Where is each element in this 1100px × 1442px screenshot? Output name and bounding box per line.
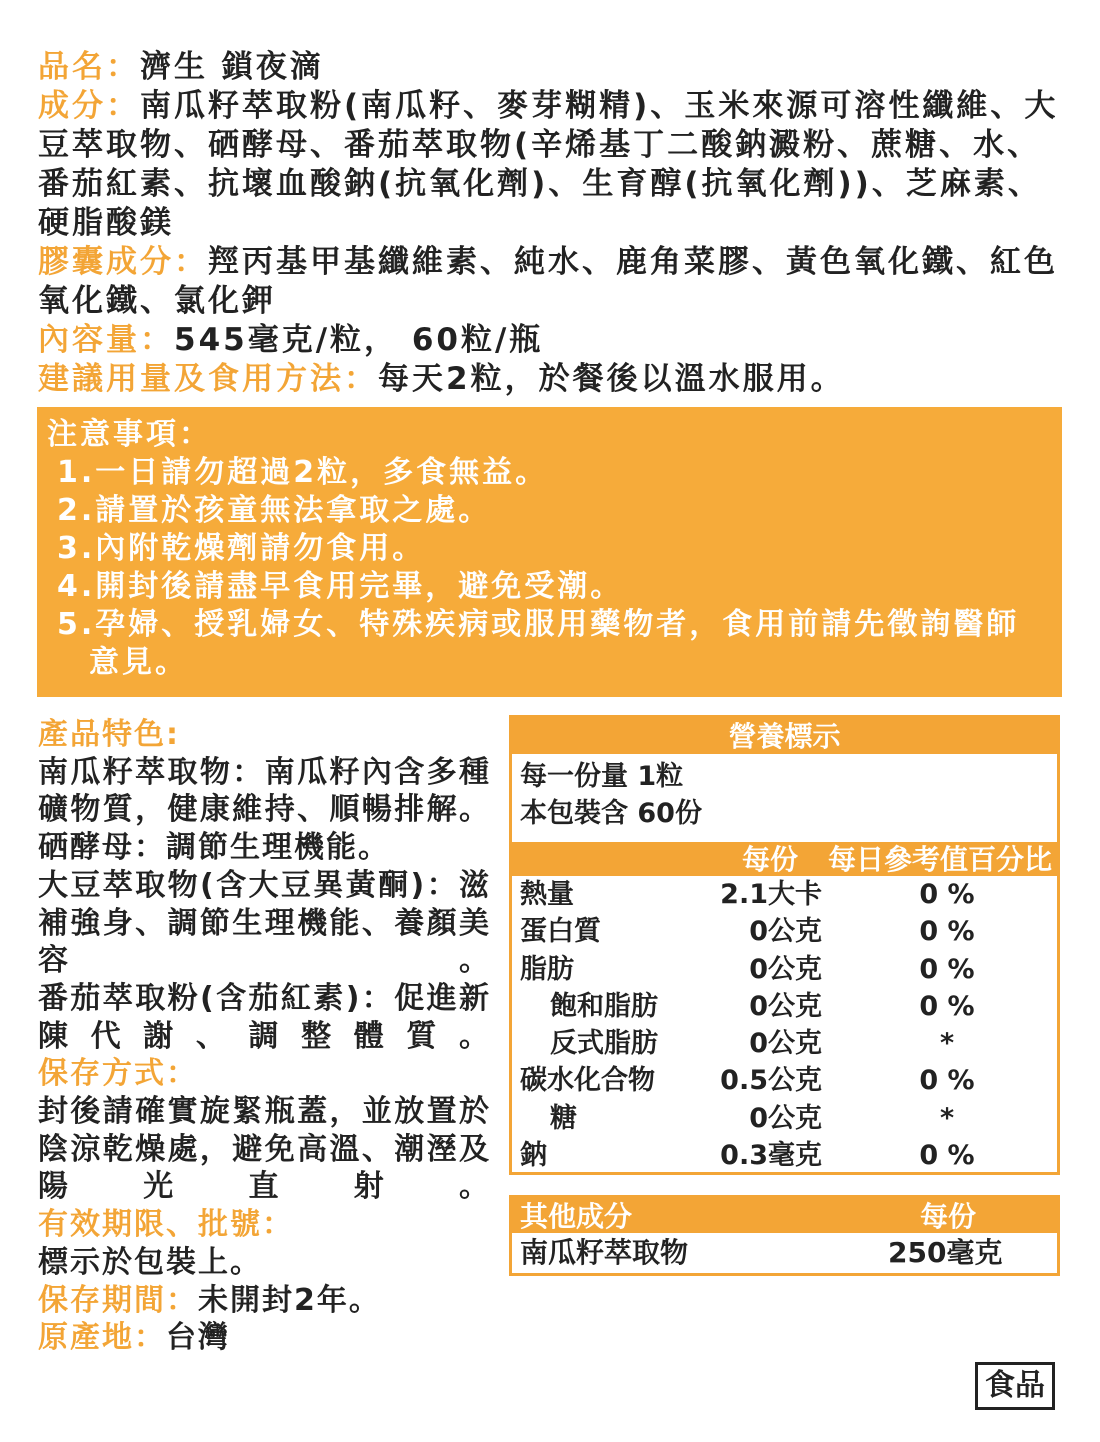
nutrient-value: 0.5公克 xyxy=(720,1065,822,1097)
caution-box xyxy=(37,407,1062,697)
servings-per-pack: 本包裝含 60份 xyxy=(520,798,702,829)
table-row xyxy=(512,913,1057,950)
other-ingredients-title: 其他成分 xyxy=(520,1200,633,1233)
shelf-row xyxy=(38,1282,490,1320)
caution-list xyxy=(47,454,1052,682)
nutrient-percent: 0 % xyxy=(919,953,975,985)
daily-value-header: 每日參考值百分比 xyxy=(828,843,1053,876)
nutrient-name: 反式脂肪 xyxy=(550,1028,658,1060)
nutrient-percent: 0 % xyxy=(919,879,975,910)
origin-text: 台灣 xyxy=(166,1320,230,1356)
nutrient-value: 0公克 xyxy=(749,916,822,948)
nutrient-value: 0公克 xyxy=(749,1028,822,1060)
nutrition-serving-info xyxy=(512,754,1057,842)
nutrition-column-header xyxy=(512,842,1057,876)
product-name-row xyxy=(38,48,1068,87)
caution-item: 2.請置於孩童無法拿取之處。 xyxy=(57,493,492,528)
origin-row xyxy=(38,1319,490,1357)
nutrient-value: 0公克 xyxy=(749,990,822,1022)
product-name-label: 品名： xyxy=(38,49,140,85)
features-column xyxy=(38,716,490,1357)
storage-label: 保存方式： xyxy=(38,1056,198,1092)
nutrient-name: 鈉 xyxy=(520,1140,547,1172)
usage-label: 建議用量及食用方法： xyxy=(38,361,378,397)
nutrient-percent: 0 % xyxy=(919,1140,975,1172)
other-ingredient-value: 250毫克 xyxy=(888,1236,1003,1269)
capsule-row xyxy=(38,243,1068,321)
caution-item: 5.孕婦、授乳婦女、特殊疾病或服用藥物者，食用前請先徵詢醫師意見。 xyxy=(57,607,1020,680)
nutrient-name: 糖 xyxy=(550,1102,577,1134)
table-row xyxy=(512,1025,1057,1062)
nutrition-title: 營養標示 xyxy=(512,718,1057,754)
nutrient-value: 0公克 xyxy=(749,953,822,985)
product-spec xyxy=(38,48,1068,399)
nutrient-percent: * xyxy=(939,1028,955,1060)
table-row xyxy=(512,1062,1057,1099)
feature-pumpkin: 南瓜籽萃取物：南瓜籽內含多種礦物質，健康維持、順暢排解。 xyxy=(38,754,490,828)
caution-item: 4.開封後請盡早食用完畢，避免受潮。 xyxy=(57,569,624,604)
shelf-text: 未開封2年。 xyxy=(198,1282,381,1318)
feature-soy: 大豆萃取物(含大豆異黃酮)：滋補強身、調節生理機能、養顏美容。 xyxy=(38,867,490,979)
other-ingredient-name: 南瓜籽萃取物 xyxy=(520,1236,689,1269)
other-ingredients-header xyxy=(512,1198,1057,1233)
nutrient-name: 脂肪 xyxy=(520,953,574,985)
food-badge: 食品 xyxy=(975,1362,1055,1410)
nutrient-value: 0公克 xyxy=(749,1102,822,1134)
nutrient-name: 蛋白質 xyxy=(520,916,601,948)
ingredients-text: 南瓜籽萃取粉(南瓜籽、麥芽糊精)、玉米來源可溶性纖維、大豆萃取物、硒酵母、番茄萃取物(辛烯基丁二酸鈉澱粉、蔗糖、水、番茄紅素、抗壞血酸鈉(抗氧化劑)、生育醇(抗氧化劑))、芝麻素、硬脂酸鎂 xyxy=(38,88,1059,241)
other-ingredients-table xyxy=(509,1195,1060,1276)
serving-size: 每一份量 1粒 xyxy=(520,761,684,792)
product-name: 濟生 鎖夜滴 xyxy=(140,49,324,85)
caution-title: 注意事項： xyxy=(47,417,212,452)
table-row xyxy=(512,988,1057,1025)
usage-row xyxy=(38,360,1068,399)
table-row xyxy=(512,951,1057,988)
nutrient-value: 0.3毫克 xyxy=(720,1140,822,1172)
storage-text: 封後請確實旋緊瓶蓋，並放置於陰涼乾燥處，避免高溫、潮溼及陽光直射。 xyxy=(38,1094,490,1205)
features-title: 產品特色: xyxy=(38,717,180,752)
origin-label: 原產地： xyxy=(38,1320,166,1356)
nutrient-percent: * xyxy=(939,1102,955,1134)
ingredients-label: 成分： xyxy=(38,88,140,124)
content-row xyxy=(38,321,1068,360)
nutrition-rows xyxy=(512,876,1057,1174)
usage-text: 每天2粒，於餐後以溫水服用。 xyxy=(378,361,845,397)
nutrient-percent: 0 % xyxy=(919,916,975,948)
table-row xyxy=(512,1233,1057,1273)
capsule-text: 羥丙基甲基纖維素、純水、鹿角菜膠、黃色氧化鐵、紅色氧化鐵、氯化鉀 xyxy=(38,244,1058,319)
shelf-label: 保存期間： xyxy=(38,1282,198,1318)
caution-item: 1.一日請勿超過2粒，多食無益。 xyxy=(57,455,549,490)
capsule-label: 膠囊成分： xyxy=(38,244,208,280)
nutrient-percent: 0 % xyxy=(919,1065,975,1097)
caution-item: 3.內附乾燥劑請勿食用。 xyxy=(57,531,426,566)
nutrient-name: 碳水化合物 xyxy=(520,1065,655,1097)
expiry-text: 標示於包裝上。 xyxy=(38,1244,262,1280)
table-row xyxy=(512,1137,1057,1174)
per-serving-header: 每份 xyxy=(742,843,799,876)
nutrient-name: 飽和脂肪 xyxy=(550,990,658,1022)
ingredients-row xyxy=(38,87,1068,243)
feature-tomato: 番茄萃取粉(含茄紅素)：促進新陳代謝、調整體質。 xyxy=(38,980,490,1054)
feature-selenium: 硒酵母：調節生理機能。 xyxy=(38,830,390,866)
table-row xyxy=(512,1100,1057,1137)
nutrition-table xyxy=(509,715,1060,1175)
nutrient-value: 2.1大卡 xyxy=(720,879,822,910)
other-per-serving-header: 每份 xyxy=(920,1200,977,1233)
nutrient-percent: 0 % xyxy=(919,990,975,1022)
expiry-label: 有效期限、批號： xyxy=(38,1207,294,1243)
table-row xyxy=(512,876,1057,913)
content-text: 545毫克/粒， 60粒/瓶 xyxy=(174,322,544,358)
content-label: 內容量： xyxy=(38,322,174,358)
nutrient-name: 熱量 xyxy=(520,879,574,910)
